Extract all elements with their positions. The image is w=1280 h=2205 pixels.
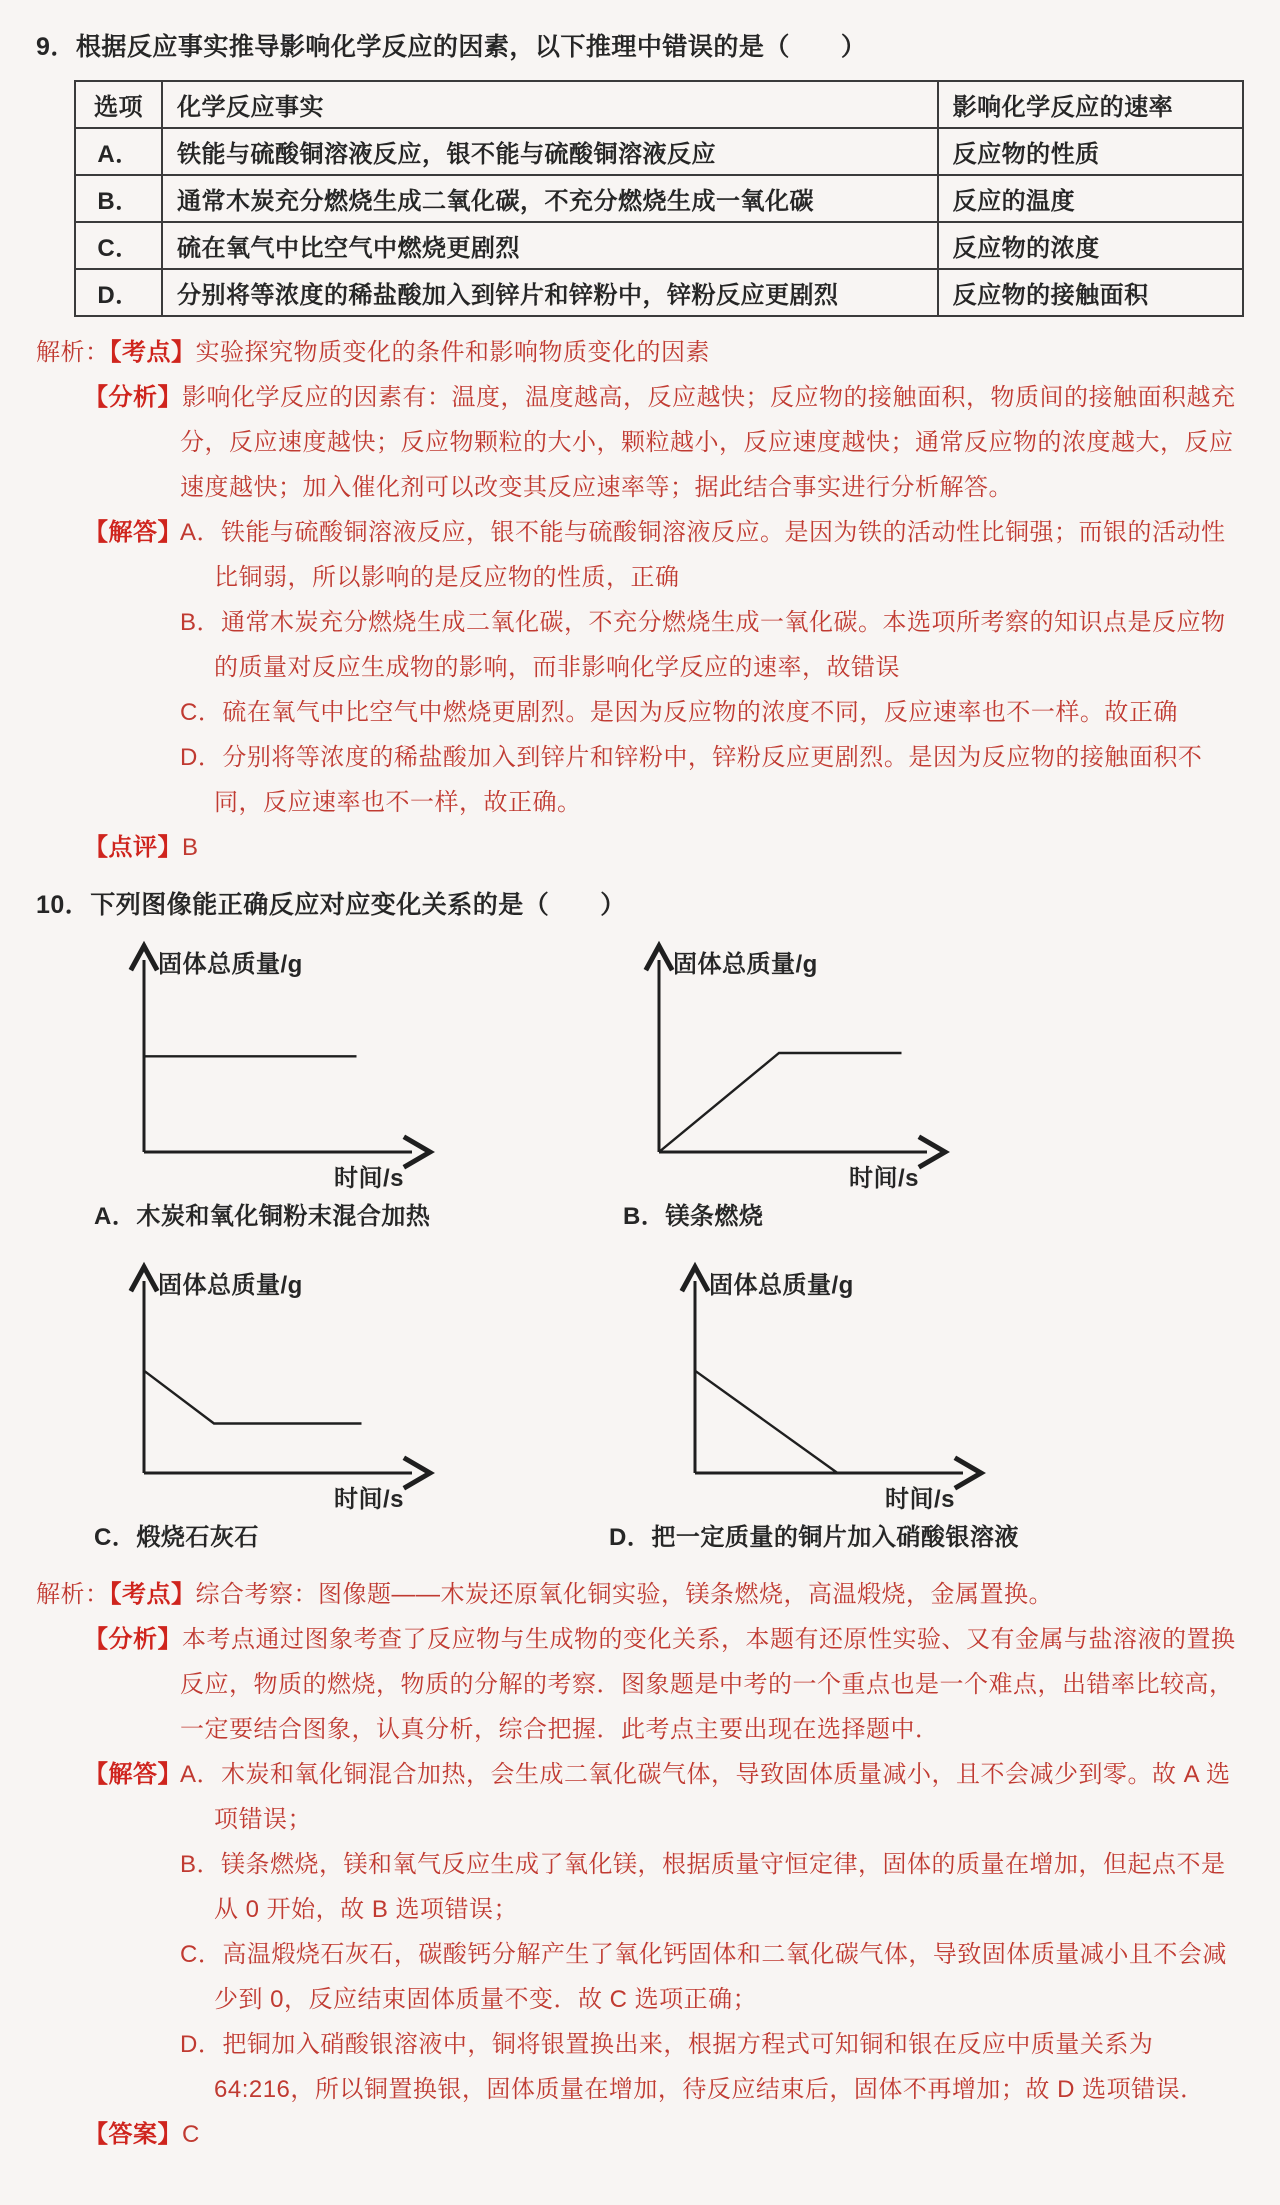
- dianping-tag: 【点评】: [84, 834, 182, 861]
- chart-a-plot: [94, 934, 454, 1192]
- kaodian-text: 实验探究物质变化的条件和影响物质变化的因素: [195, 339, 710, 366]
- x-axis-label: 时间/s: [885, 1486, 956, 1513]
- chart-b-plot: [609, 934, 969, 1192]
- col-header-rate: 影响化学反应的速率: [938, 81, 1243, 128]
- chart-option-a: [94, 934, 609, 1231]
- dianping-text: B: [182, 834, 199, 861]
- jieda-item-a: A．木炭和氧化铜混合加热，会生成二氧化碳气体，导致固体质量减小，且不会减少到零。故 A 选项错误；: [180, 1761, 1231, 1833]
- table-row: [75, 128, 1243, 175]
- q10-option-charts: [94, 934, 1244, 1552]
- q10-fenxi-block: [84, 1617, 1244, 1752]
- chart-option-b: [609, 934, 1209, 1231]
- jieda-tag: 【解答】: [84, 519, 182, 546]
- option-fact: 通常木炭充分燃烧生成二氧化碳，不充分燃烧生成一氧化碳: [162, 175, 938, 222]
- fenxi-text: 本考点通过图象考查了反应物与生成物的变化关系，本题有还原性实验、又有金属与盐溶液的置换反应，物质的燃烧，物质的分解的考察．图象题是中考的一个重点也是一个难点，出错率比较高，一定要结合图象，认真分析，综合把握．此考点主要出现在选择题中．: [180, 1626, 1236, 1743]
- fenxi-tag: 【分析】: [84, 1626, 182, 1653]
- jieda-item-c: C．硫在氧气中比空气中燃烧更剧烈。是因为反应物的浓度不同，反应速率也不一样。故正确: [180, 699, 1178, 726]
- table-row: [75, 269, 1243, 316]
- q10-jieda-items: [180, 1752, 1244, 2112]
- x-axis-label: 时间/s: [334, 1486, 405, 1513]
- option-fact: 铁能与硫酸铜溶液反应，银不能与硫酸铜溶液反应: [162, 128, 938, 175]
- col-header-fact: 化学反应事实: [162, 81, 938, 128]
- chart-c-plot: [94, 1255, 454, 1513]
- y-axis-label: 固体总质量/g: [158, 1272, 303, 1299]
- option-factor: 反应物的性质: [938, 128, 1243, 175]
- q10-jiexi-line: [36, 1572, 1244, 1617]
- option-fact: 硫在氧气中比空气中燃烧更剧烈: [162, 222, 938, 269]
- table-row: [75, 175, 1243, 222]
- chart-d-plot: [645, 1255, 1005, 1513]
- table-header-row: [75, 81, 1243, 128]
- jieda-item-b: B．通常木炭充分燃烧生成二氧化碳，不充分燃烧生成一氧化碳。本选项所考察的知识点是反应物的质量对反应生成物的影响，而非影响化学反应的速率，故错误: [180, 609, 1226, 681]
- jiexi-label: 解析：: [36, 1581, 110, 1608]
- option-letter: B．: [75, 175, 162, 222]
- y-axis-label: 固体总质量/g: [673, 951, 818, 978]
- chart-option-d: [609, 1255, 1209, 1552]
- q9-jiexi-line: [36, 330, 1244, 375]
- kaodian-text: 综合考察：图像题——木炭还原氧化铜实验，镁条燃烧，高温煅烧，金属置换。: [195, 1581, 1053, 1608]
- option-fact: 分别将等浓度的稀盐酸加入到锌片和锌粉中，锌粉反应更剧烈: [162, 269, 938, 316]
- q10-daan-line: [84, 2112, 1244, 2157]
- chart-d-caption: D．把一定质量的铜片加入硝酸银溶液: [609, 1524, 1019, 1551]
- chart-c-caption: C．煅烧石灰石: [94, 1524, 259, 1551]
- jieda-item-b: B．镁条燃烧，镁和氧气反应生成了氧化镁，根据质量守恒定律，固体的质量在增加，但起点不是从 0 开始，故 B 选项错误；: [180, 1851, 1226, 1923]
- fenxi-tag: 【分析】: [84, 384, 182, 411]
- x-axis-label: 时间/s: [849, 1165, 920, 1192]
- q9-jieda-block: [84, 510, 1244, 825]
- chart-b-caption: B．镁条燃烧: [623, 1203, 764, 1230]
- q9-options-table: [74, 80, 1244, 317]
- jieda-item-a: A．铁能与硫酸铜溶液反应，银不能与硫酸铜溶液反应。是因为铁的活动性比铜强；而银的活动性比铜弱，所以影响的是反应物的性质，正确: [180, 519, 1226, 591]
- x-axis-label: 时间/s: [334, 1165, 405, 1192]
- y-axis-label: 固体总质量/g: [158, 951, 303, 978]
- question-10-title: 10．下列图像能正确反应对应变化关系的是（ ）: [36, 891, 626, 919]
- jieda-tag: 【解答】: [84, 1761, 182, 1788]
- question-9-title: 9．根据反应事实推导影响化学反应的因素，以下推理中错误的是（ ）: [36, 33, 867, 61]
- option-factor: 反应物的接触面积: [938, 269, 1243, 316]
- chart-option-c: [94, 1255, 609, 1552]
- kaodian-tag: 【考点】: [109, 339, 196, 366]
- jieda-item-d: D．分别将等浓度的稀盐酸加入到锌片和锌粉中，锌粉反应更剧烈。是因为反应物的接触面积不同，反应速率也不一样，故正确。: [180, 744, 1203, 816]
- kaodian-tag: 【考点】: [109, 1581, 196, 1608]
- data-line: [659, 1053, 902, 1152]
- option-letter: D．: [75, 269, 162, 316]
- daan-text: C: [182, 2121, 200, 2148]
- col-header-option: 选项: [75, 81, 162, 128]
- option-factor: 反应物的浓度: [938, 222, 1243, 269]
- option-letter: A．: [75, 128, 162, 175]
- data-line: [144, 1371, 362, 1424]
- option-factor: 反应的温度: [938, 175, 1243, 222]
- table-row: [75, 222, 1243, 269]
- jieda-item-c: C．高温煅烧石灰石，碳酸钙分解产生了氧化钙固体和二氧化碳气体，导致固体质量减小且不会减少到 0，反应结束固体质量不变．故 C 选项正确；: [180, 1941, 1227, 2013]
- chart-a-caption: A．木炭和氧化铜粉末混合加热: [94, 1203, 431, 1230]
- y-axis-label: 固体总质量/g: [709, 1272, 854, 1299]
- q9-fenxi-block: [84, 375, 1244, 510]
- option-letter: C．: [75, 222, 162, 269]
- daan-tag: 【答案】: [84, 2121, 182, 2148]
- jieda-item-d: D．把铜加入硝酸银溶液中，铜将银置换出来，根据方程式可知铜和银在反应中质量关系为 64:216，所以铜置换银，固体质量在增加，待反应结束后，固体不再增加；故 D 选项错误．: [180, 2031, 1205, 2103]
- fenxi-text: 影响化学反应的因素有：温度，温度越高，反应越快；反应物的接触面积，物质间的接触面积越充分，反应速度越快；反应物颗粒的大小，颗粒越小，反应速度越快；通常反应物的浓度越大，反应速度越快；加入催化剂可以改变其反应速率等；据此结合事实进行分析解答。: [180, 384, 1236, 501]
- jiexi-label: 解析：: [36, 339, 110, 366]
- data-line: [695, 1371, 838, 1473]
- q9-jieda-items: [180, 510, 1244, 825]
- q9-dianping-line: [84, 825, 1244, 870]
- q10-jieda-block: [84, 1752, 1244, 2112]
